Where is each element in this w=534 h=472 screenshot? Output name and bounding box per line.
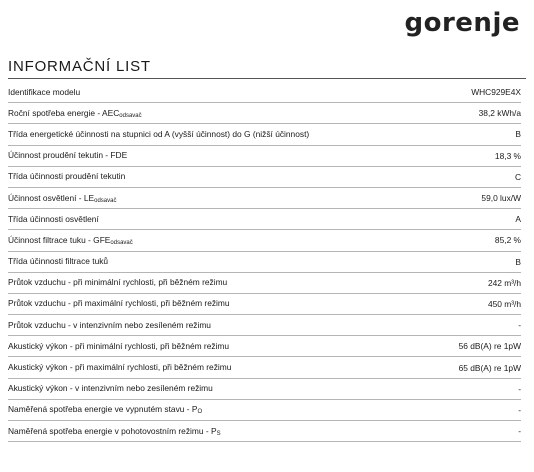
table-row bbox=[8, 209, 521, 230]
row-label: Naměřená spotřeba energie v pohotovostním režimu - $P_S$ bbox=[8, 425, 221, 437]
table-row bbox=[8, 103, 521, 124]
row-value: 65 dB(A) re 1pW bbox=[458, 362, 521, 373]
row-label: Roční spotřeba energie - $AEC_{odsavač}$ bbox=[8, 107, 142, 119]
row-value: - bbox=[518, 404, 521, 415]
row-label: Akustický výkon - v intenzivním nebo zesíleném režimu bbox=[8, 383, 213, 394]
row-value: C bbox=[514, 171, 521, 182]
row-value: 59,0 lux/W bbox=[481, 193, 521, 204]
table-row bbox=[8, 357, 521, 378]
row-value: 56 dB(A) re 1pW bbox=[458, 341, 521, 352]
row-label: Třída energetické účinnosti na stupnici od A (vyšší účinnost) do G (nižší účinnost) bbox=[8, 128, 310, 139]
table-row bbox=[8, 400, 521, 421]
row-value: - bbox=[518, 426, 521, 437]
row-label: Průtok vzduchu - v intenzivním nebo zesíleném režimu bbox=[8, 319, 211, 330]
row-label: Třída účinnosti proudění tekutin bbox=[8, 171, 126, 182]
table-row bbox=[8, 294, 521, 315]
row-label: Akustický výkon - při maximální rychlosti, při běžném režimu bbox=[8, 362, 232, 373]
table-row bbox=[8, 124, 521, 145]
row-label: Účinnost osvětlení - $LE_{odsavač}$ bbox=[8, 192, 117, 204]
row-value: B bbox=[515, 256, 521, 267]
row-label: Průtok vzduchu - při maximální rychlosti, při běžném režimu bbox=[8, 298, 230, 309]
info-table bbox=[8, 82, 521, 442]
table-row bbox=[8, 273, 521, 294]
brand-logo: gorenje bbox=[404, 8, 520, 38]
row-value: 242 m³/h bbox=[487, 277, 521, 288]
table-row bbox=[8, 421, 521, 442]
row-label: Účinnost filtrace tuku - $GFE_{odsavač}$ bbox=[8, 234, 133, 246]
row-value: - bbox=[518, 320, 521, 331]
table-row bbox=[8, 336, 521, 357]
row-value: B bbox=[515, 129, 521, 140]
row-label: Průtok vzduchu - při minimální rychlosti, při běžném režimu bbox=[8, 277, 228, 288]
page-title: INFORMAČNÍ LIST bbox=[8, 58, 151, 75]
table-row bbox=[8, 167, 521, 188]
table-row bbox=[8, 188, 521, 209]
row-value: 38,2 kWh/a bbox=[478, 108, 521, 119]
row-value: 85,2 % bbox=[494, 235, 521, 246]
row-label: Třída účinnosti osvětlení bbox=[8, 213, 99, 224]
row-value: 18,3 % bbox=[494, 150, 521, 161]
table-row bbox=[8, 82, 521, 103]
row-value: 450 m³/h bbox=[487, 298, 521, 309]
row-label: Akustický výkon - při minimální rychlosti, při běžném režimu bbox=[8, 340, 230, 351]
row-label: Naměřená spotřeba energie ve vypnutém stavu - $P_O$ bbox=[8, 404, 203, 416]
row-label: Identifikace modelu bbox=[8, 86, 81, 97]
table-row bbox=[8, 379, 521, 400]
table-row bbox=[8, 252, 521, 273]
table-row bbox=[8, 230, 521, 251]
row-value: - bbox=[518, 383, 521, 394]
row-value: A bbox=[515, 214, 521, 225]
table-row bbox=[8, 315, 521, 336]
title-divider bbox=[8, 78, 526, 79]
row-label: Účinnost proudění tekutin - FDE bbox=[8, 150, 128, 161]
table-row bbox=[8, 146, 521, 167]
row-label: Třída účinnosti filtrace tuků bbox=[8, 256, 109, 267]
row-value: WHC929E4X bbox=[471, 87, 521, 98]
